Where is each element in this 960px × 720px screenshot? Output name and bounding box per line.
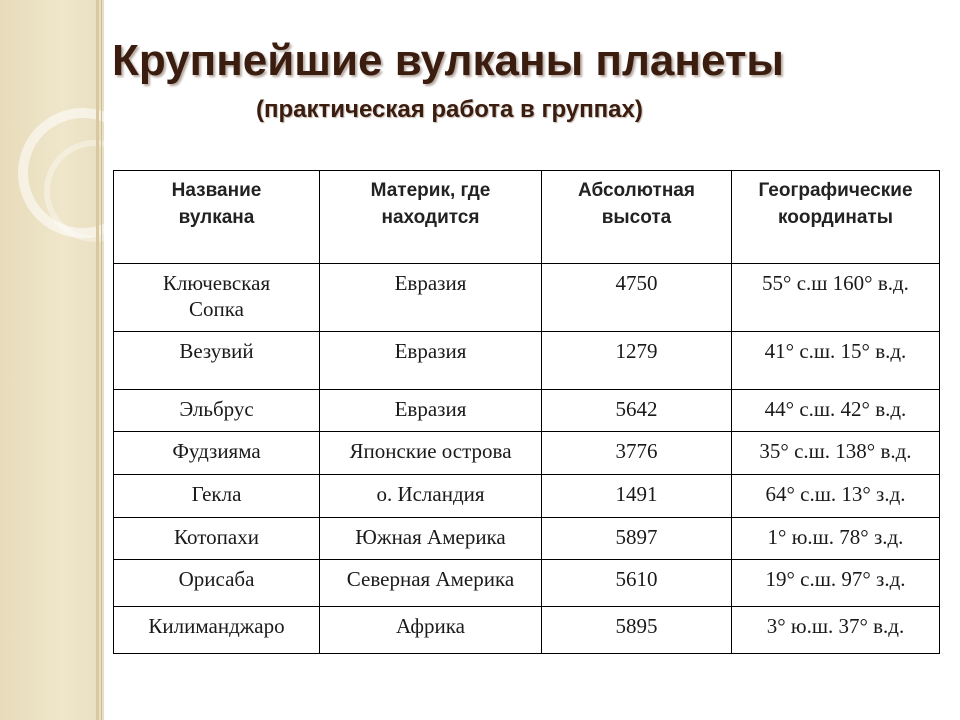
table-row	[114, 390, 940, 432]
cell-continent: Евразия	[320, 264, 542, 332]
cell-continent: Евразия	[320, 332, 542, 390]
cell-continent: Южная Америка	[320, 518, 542, 560]
cell-height: 5897	[542, 518, 732, 560]
cell-volcano-name: Килиманджаро	[114, 607, 320, 654]
cell-volcano-name: Фудзияма	[114, 432, 320, 475]
page-subtitle: (практическая работа в группах)	[256, 96, 643, 123]
cell-coordinates: 44° с.ш. 42° в.д.	[732, 390, 940, 432]
table-row	[114, 607, 940, 654]
header-continent: Материк, где находится	[320, 171, 542, 264]
table-row	[114, 332, 940, 390]
cell-height: 5610	[542, 560, 732, 607]
cell-volcano-name: Ключевская Сопка	[114, 264, 320, 332]
header-volcano-name: Название вулкана	[114, 171, 320, 264]
page-title: Крупнейшие вулканы планеты	[112, 36, 784, 85]
cell-height: 5895	[542, 607, 732, 654]
table-header-row	[114, 171, 940, 264]
volcano-table	[113, 170, 940, 654]
cell-volcano-name: Везувий	[114, 332, 320, 390]
cell-volcano-name: Эльбрус	[114, 390, 320, 432]
header-absolute-height: Абсолютная высота	[542, 171, 732, 264]
table-row	[114, 475, 940, 518]
cell-height: 1279	[542, 332, 732, 390]
cell-coordinates: 41° с.ш. 15° в.д.	[732, 332, 940, 390]
table-row	[114, 432, 940, 475]
cell-height: 5642	[542, 390, 732, 432]
cell-volcano-name: Орисаба	[114, 560, 320, 607]
cell-coordinates: 1° ю.ш. 78° з.д.	[732, 518, 940, 560]
table-row	[114, 264, 940, 332]
cell-coordinates: 3° ю.ш. 37° в.д.	[732, 607, 940, 654]
cell-height: 3776	[542, 432, 732, 475]
cell-coordinates: 64° с.ш. 13° з.д.	[732, 475, 940, 518]
cell-continent: о. Исландия	[320, 475, 542, 518]
cell-height: 1491	[542, 475, 732, 518]
side-divider	[96, 0, 99, 720]
decorative-side-band	[0, 0, 104, 720]
cell-continent: Северная Америка	[320, 560, 542, 607]
cell-coordinates: 35° с.ш. 138° в.д.	[732, 432, 940, 475]
cell-volcano-name: Котопахи	[114, 518, 320, 560]
cell-height: 4750	[542, 264, 732, 332]
header-coordinates: Географические координаты	[732, 171, 940, 264]
cell-volcano-name: Гекла	[114, 475, 320, 518]
cell-coordinates: 55° с.ш 160° в.д.	[732, 264, 940, 332]
table-row	[114, 560, 940, 607]
cell-continent: Японские острова	[320, 432, 542, 475]
cell-continent: Африка	[320, 607, 542, 654]
cell-coordinates: 19° с.ш. 97° з.д.	[732, 560, 940, 607]
cell-continent: Евразия	[320, 390, 542, 432]
table-row	[114, 518, 940, 560]
side-divider	[101, 0, 102, 720]
